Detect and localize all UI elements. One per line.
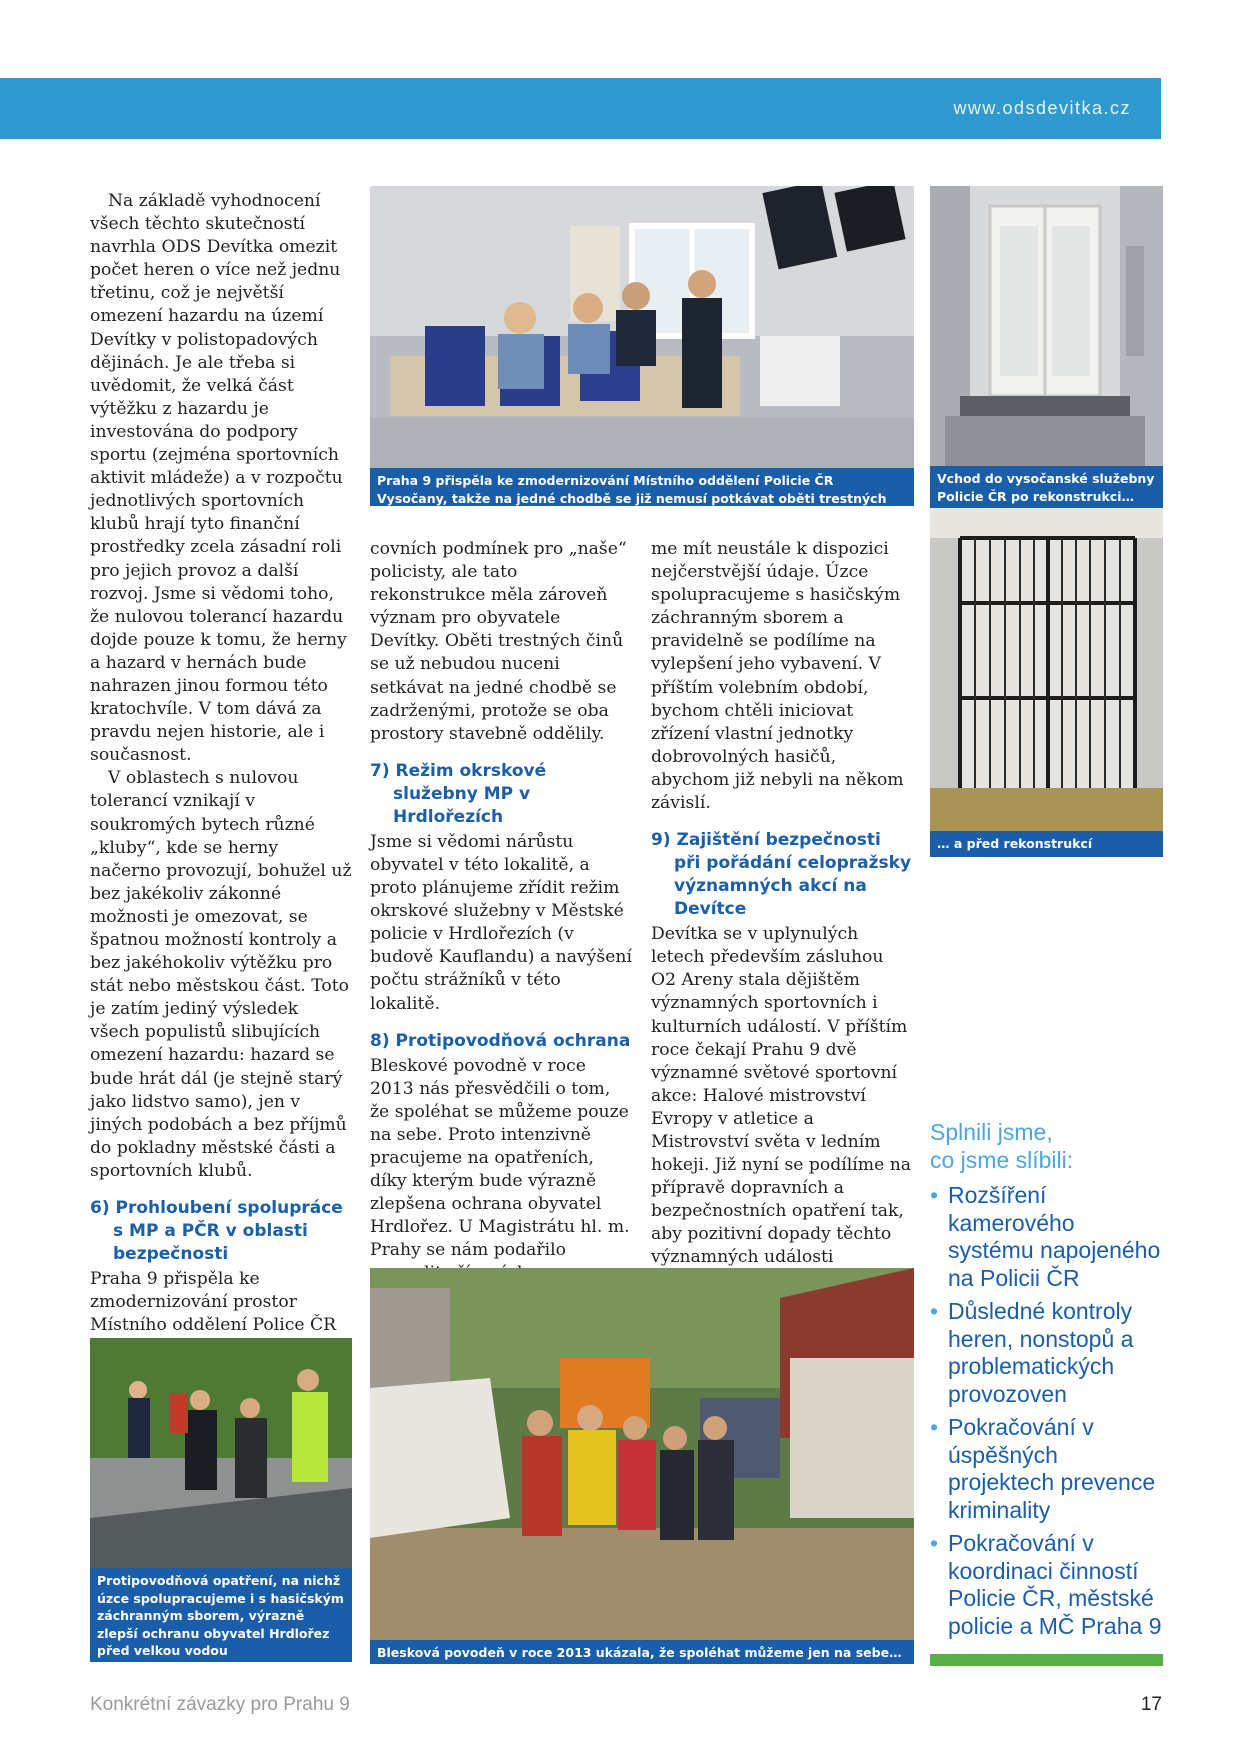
- photo-caption: … a před rekonstrukcí: [930, 831, 1163, 857]
- photo-caption: Vchod do vysočanské služebny Policie ČR po rekonstrukci…: [930, 466, 1163, 508]
- photo-caption: Praha 9 přispěla ke zmodernizování Místního oddělení Policie ČR Vysočany, takže na jedné chodbě se již nemusí potkávat oběti trestných činů s kriminálníky: [370, 468, 914, 506]
- pledge-item: • Rozšíření kamerového systému napojeného na Policii ČR: [930, 1182, 1166, 1292]
- flood-measures-photo: [90, 1338, 352, 1568]
- pledge-item: • Důsledné kontroly heren, nonstopů a problematických provozoven: [930, 1298, 1166, 1408]
- pledges-list: [930, 1182, 1166, 1640]
- paragraph: Praha 9 přispěla ke zmodernizování prostor Místního oddělení Police ČR: [90, 1269, 337, 1336]
- column-1: [90, 190, 352, 1384]
- green-divider: [930, 1654, 1163, 1666]
- photo-caption: Blesková povodeň v roce 2013 ukázala, že spoléhat můžeme jen na sebe…: [370, 1640, 914, 1664]
- flood-2013-photo: [370, 1268, 914, 1640]
- paragraph-text: Devítka se v uplynulých letech především zásluhou O2 Areny stala dějištěm významných sportovních i kulturních událostí. V příštím roce čekají Prahu 9 dvě významné světové sportovní akce: Halové mistrovství Evropy v atletice a Mistrovství světa v ledním hokeji. Již nyní se podílíme na přípravě dopravních a bezpečnostních opatření tak, aby pozitivní dopady těchto významných události: [651, 924, 912, 1268]
- pledges-heading-line1: Splnili jsme,: [930, 1119, 1053, 1145]
- paragraph: covních podmínek pro „naše“ policisty, ale tato rekonstrukce měla zároveň význam pro obyvatele Devítky. Oběti trestných činů se už nebudou nuceni setkávat na jedné chodbě se zadrženými, protože se oba prostory stavebně oddělily.: [370, 539, 627, 744]
- website-url[interactable]: www.odsdevitka.cz: [953, 98, 1131, 118]
- section-heading-8: 8) Protipovodňová ochrana: [370, 1030, 631, 1051]
- pledges-box: [930, 1118, 1166, 1646]
- column-2: [370, 538, 632, 1332]
- pledges-heading-line2: co jsme slíbili:: [930, 1147, 1074, 1173]
- police-office-photo: [370, 186, 914, 468]
- paragraph: [651, 923, 913, 1316]
- header-bar: [0, 78, 1161, 139]
- paragraph: me mít neustále k dispozici nejčerstvější údaje. Úzce spolupracujeme s hasičským záchranným sborem a pravidelně se podílíme na vylepšení jeho vybavení. V příštím volebním období, bychom chtěli iniciovat zřízení vlastní jednotky dobrovolných hasičů, abychom již nebyli na někom závislí.: [651, 539, 904, 814]
- pledge-item: • Pokračování v koordinaci činností Policie ČR, městské policie a MČ Praha 9: [930, 1530, 1166, 1640]
- section-heading-7: 7) Režim okrskové služebny MP v Hrdlořezích: [370, 760, 547, 827]
- footer-title: Konkrétní závazky pro Prahu 9: [90, 1694, 350, 1715]
- column-3: [651, 538, 913, 1316]
- page-number: 17: [1140, 1694, 1162, 1715]
- pledge-item: • Pokračování v úspěšných projektech prevence kriminality: [930, 1414, 1166, 1524]
- photo-caption: Protipovodňová opatření, na nichž úzce spolupracujeme i s hasičským záchranným sborem, výrazně zlepší ochranu obyvatel Hrdlořez před velkou vodou: [90, 1568, 352, 1662]
- corridor-after-photo: [930, 186, 1163, 466]
- paragraph: Bleskové povodně v roce 2013 nás přesvědčili o tom, že spoléhat se můžeme pouze na sebe. Proto intenzivně pracujeme na opatřeních, díky kterým bude výrazně zlepšena ochrana obyvatel Hrdlořez. U Magistrátu hl. m. Prahy se nám podařilo: [370, 1055, 630, 1261]
- section-heading-9: 9) Zajištění bezpečnosti při pořádání celopražsky významných akcí na Devítce: [651, 830, 912, 920]
- pledges-heading: [930, 1118, 1166, 1174]
- section-heading-6: 6) Prohloubení spolupráce s MP a PČR v oblasti bezpečnosti: [90, 1198, 343, 1265]
- paragraph: V oblastech s nulovou tolerancí vznikají v soukromých bytech různé „kluby“, kde se herny načerno provozují, bohužel už bez jakékoliv zákonné možnosti je omezovat, se špatnou možností kontroly a bez jakéhokoliv výtěžku pro stát nebo městskou část. Toto je zatím jediný výsledek všech populistů slibujících omezení hazardu: hazard se bude hrát dál (je stejně starý jako lidstvo samo), jen v jiných podobách a bez příjmů do pokladny městské části a sportovních klubů.: [90, 768, 352, 1181]
- paragraph: Jsme si vědomi nárůstu obyvatel v této lokalitě, a proto plánujeme zřídit režim okrskové služebny v Městské policie v Hrdlořezích (v budově Kauflandu) a navýšení počtu strážníků v této lokalitě.: [370, 831, 632, 1014]
- paragraph: Na základě vyhodnocení všech těchto skutečností navrhla ODS Devítka omezit počet heren o více než jednu třetinu, což je největší omezení hazardu na území Devítky v polistopadových dějinách. Je ale třeba si uvědomit, že velká část výtěžku z hazardu je investována do podpory sportu (zejména sportovních aktivit mládeže) a v rozpočtu jednotlivých sportovních klubů hrají tyto finanční prostředky zcela zásadní roli pro jejich provoz a další rozvoj. Jsme si vědomi toho, že nulovou tolerancí hazardu dojde pouze k tomu, že herny a hazard v hernách bude nahrazen jinou formou této kratochvíle. V tom dává za pravdu nejen historie, ale i současnost.: [90, 191, 347, 766]
- corridor-before-photo: [930, 508, 1163, 831]
